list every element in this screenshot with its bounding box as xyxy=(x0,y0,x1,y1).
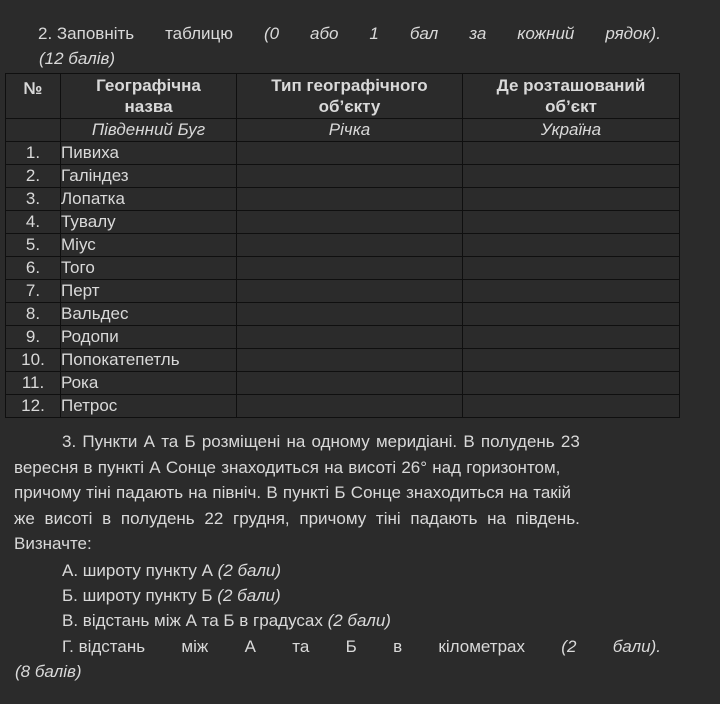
task2-word: кожний xyxy=(517,24,575,43)
task3-line5: Визначте: xyxy=(14,534,92,553)
row-type-cell[interactable] xyxy=(237,326,463,349)
header-type xyxy=(237,74,463,119)
table-header-row xyxy=(6,74,680,119)
row-num: 7. xyxy=(6,280,61,303)
row-name: Пивиха xyxy=(61,142,237,165)
header-num: № xyxy=(6,74,61,119)
row-name: Того xyxy=(61,257,237,280)
header-location xyxy=(463,74,680,119)
task2-word: (0 xyxy=(263,24,280,43)
table-row xyxy=(6,211,680,234)
example-name: Південний Буг xyxy=(61,119,237,142)
table-row xyxy=(6,257,680,280)
row-num: 4. xyxy=(6,211,61,234)
row-location-cell[interactable] xyxy=(463,280,680,303)
row-type-cell[interactable] xyxy=(237,188,463,211)
row-location-cell[interactable] xyxy=(463,188,680,211)
item-d-word: (2 xyxy=(561,637,577,656)
task3-line3: причому тіні падають на північ. В пункті Б Сонце знаходиться на такій xyxy=(14,483,571,502)
header-name-line1: Географічна xyxy=(96,76,201,95)
row-num: 2. xyxy=(6,165,61,188)
task2-word: за xyxy=(469,24,487,43)
task3-line4: же висоті в полудень 22 грудня, причому тіні падають на південь. xyxy=(14,508,580,528)
item-b-text: Б. широту пункту Б xyxy=(62,586,213,605)
task3-line1-text: 3. Пункти А та Б розміщені на одному меридіані. В полудень 23 xyxy=(62,432,580,451)
table-row xyxy=(6,142,680,165)
header-name-line2: назва xyxy=(124,97,173,116)
row-type-cell[interactable] xyxy=(237,280,463,303)
row-location-cell[interactable] xyxy=(463,349,680,372)
table-row xyxy=(6,372,680,395)
header-location-line2: об’єкт xyxy=(545,97,597,116)
header-location-line1: Де розташований xyxy=(496,76,646,95)
row-location-cell[interactable] xyxy=(463,303,680,326)
header-name xyxy=(61,74,237,119)
item-d-word: бали). xyxy=(612,637,661,656)
table-row xyxy=(6,280,680,303)
header-type-line1: Тип географічного xyxy=(271,76,428,95)
row-type-cell[interactable] xyxy=(237,211,463,234)
row-num: 3. xyxy=(6,188,61,211)
row-type-cell[interactable] xyxy=(237,234,463,257)
row-name: Петрос xyxy=(61,395,237,418)
task3-item-c xyxy=(62,609,391,633)
table-row xyxy=(6,188,680,211)
row-type-cell[interactable] xyxy=(237,303,463,326)
item-d-word: в xyxy=(393,637,403,656)
task3-total: (8 балів) xyxy=(15,662,82,681)
item-b-points: (2 бали) xyxy=(217,586,281,605)
row-name: Перт xyxy=(61,280,237,303)
row-name: Родопи xyxy=(61,326,237,349)
row-location-cell[interactable] xyxy=(463,211,680,234)
row-location-cell[interactable] xyxy=(463,142,680,165)
table-row xyxy=(6,234,680,257)
item-c-text: В. відстань між А та Б в градусах xyxy=(62,611,323,630)
item-d-word: та xyxy=(292,637,310,656)
task3-text xyxy=(14,429,662,557)
row-name: Галіндез xyxy=(61,165,237,188)
task2-word: 1 xyxy=(369,24,379,43)
item-c-points: (2 бали) xyxy=(327,611,391,630)
table-row xyxy=(6,326,680,349)
task3-item-b xyxy=(62,584,281,608)
row-type-cell[interactable] xyxy=(237,165,463,188)
row-location-cell[interactable] xyxy=(463,257,680,280)
row-name: Тувалу xyxy=(61,211,237,234)
example-type: Річка xyxy=(237,119,463,142)
task2-word: рядок). xyxy=(605,24,661,43)
task2-instruction xyxy=(38,24,661,44)
row-location-cell[interactable] xyxy=(463,165,680,188)
row-location-cell[interactable] xyxy=(463,372,680,395)
task3-line2: вересня в пункті А Сонце знаходиться на висоті 26° над горизонтом, xyxy=(14,457,561,477)
table-row xyxy=(6,349,680,372)
item-a-text: А. широту пункту А xyxy=(62,561,213,580)
row-type-cell[interactable] xyxy=(237,395,463,418)
geo-table xyxy=(5,73,680,418)
task3-item-d xyxy=(62,635,661,659)
row-type-cell[interactable] xyxy=(237,349,463,372)
row-location-cell[interactable] xyxy=(463,395,680,418)
task2-points: (12 балів) xyxy=(39,49,116,68)
row-type-cell[interactable] xyxy=(237,372,463,395)
row-num: 1. xyxy=(6,142,61,165)
row-name: Міус xyxy=(61,234,237,257)
item-d-word: між xyxy=(181,637,209,656)
row-num: 10. xyxy=(6,349,61,372)
row-num: 11. xyxy=(6,372,61,395)
table-row xyxy=(6,395,680,418)
item-a-points: (2 бали) xyxy=(217,561,282,580)
row-num: 6. xyxy=(6,257,61,280)
item-d-word: Б xyxy=(345,637,357,656)
row-name: Вальдес xyxy=(61,303,237,326)
row-type-cell[interactable] xyxy=(237,142,463,165)
task2-word: 2. Заповніть xyxy=(38,24,135,43)
row-type-cell[interactable] xyxy=(237,257,463,280)
task2-word: бал xyxy=(409,24,439,43)
task3-line1 xyxy=(14,429,662,455)
example-row xyxy=(6,119,680,142)
example-num xyxy=(6,119,61,142)
row-location-cell[interactable] xyxy=(463,234,680,257)
row-num: 12. xyxy=(6,395,61,418)
row-name: Попокатепетль xyxy=(61,349,237,372)
task2-word: або xyxy=(310,24,339,43)
example-location: Україна xyxy=(463,119,680,142)
table-row xyxy=(6,165,680,188)
item-d-word: кілометрах xyxy=(438,637,525,656)
row-name: Лопатка xyxy=(61,188,237,211)
row-location-cell[interactable] xyxy=(463,326,680,349)
item-d-word: А xyxy=(244,637,256,656)
row-num: 9. xyxy=(6,326,61,349)
row-num: 8. xyxy=(6,303,61,326)
table-row xyxy=(6,303,680,326)
task3-item-a xyxy=(62,559,281,583)
row-name: Рока xyxy=(61,372,237,395)
task2-word: таблицю xyxy=(165,24,233,43)
row-num: 5. xyxy=(6,234,61,257)
header-type-line2: об’єкту xyxy=(318,97,381,116)
item-d-word: Г. відстань xyxy=(62,637,146,656)
